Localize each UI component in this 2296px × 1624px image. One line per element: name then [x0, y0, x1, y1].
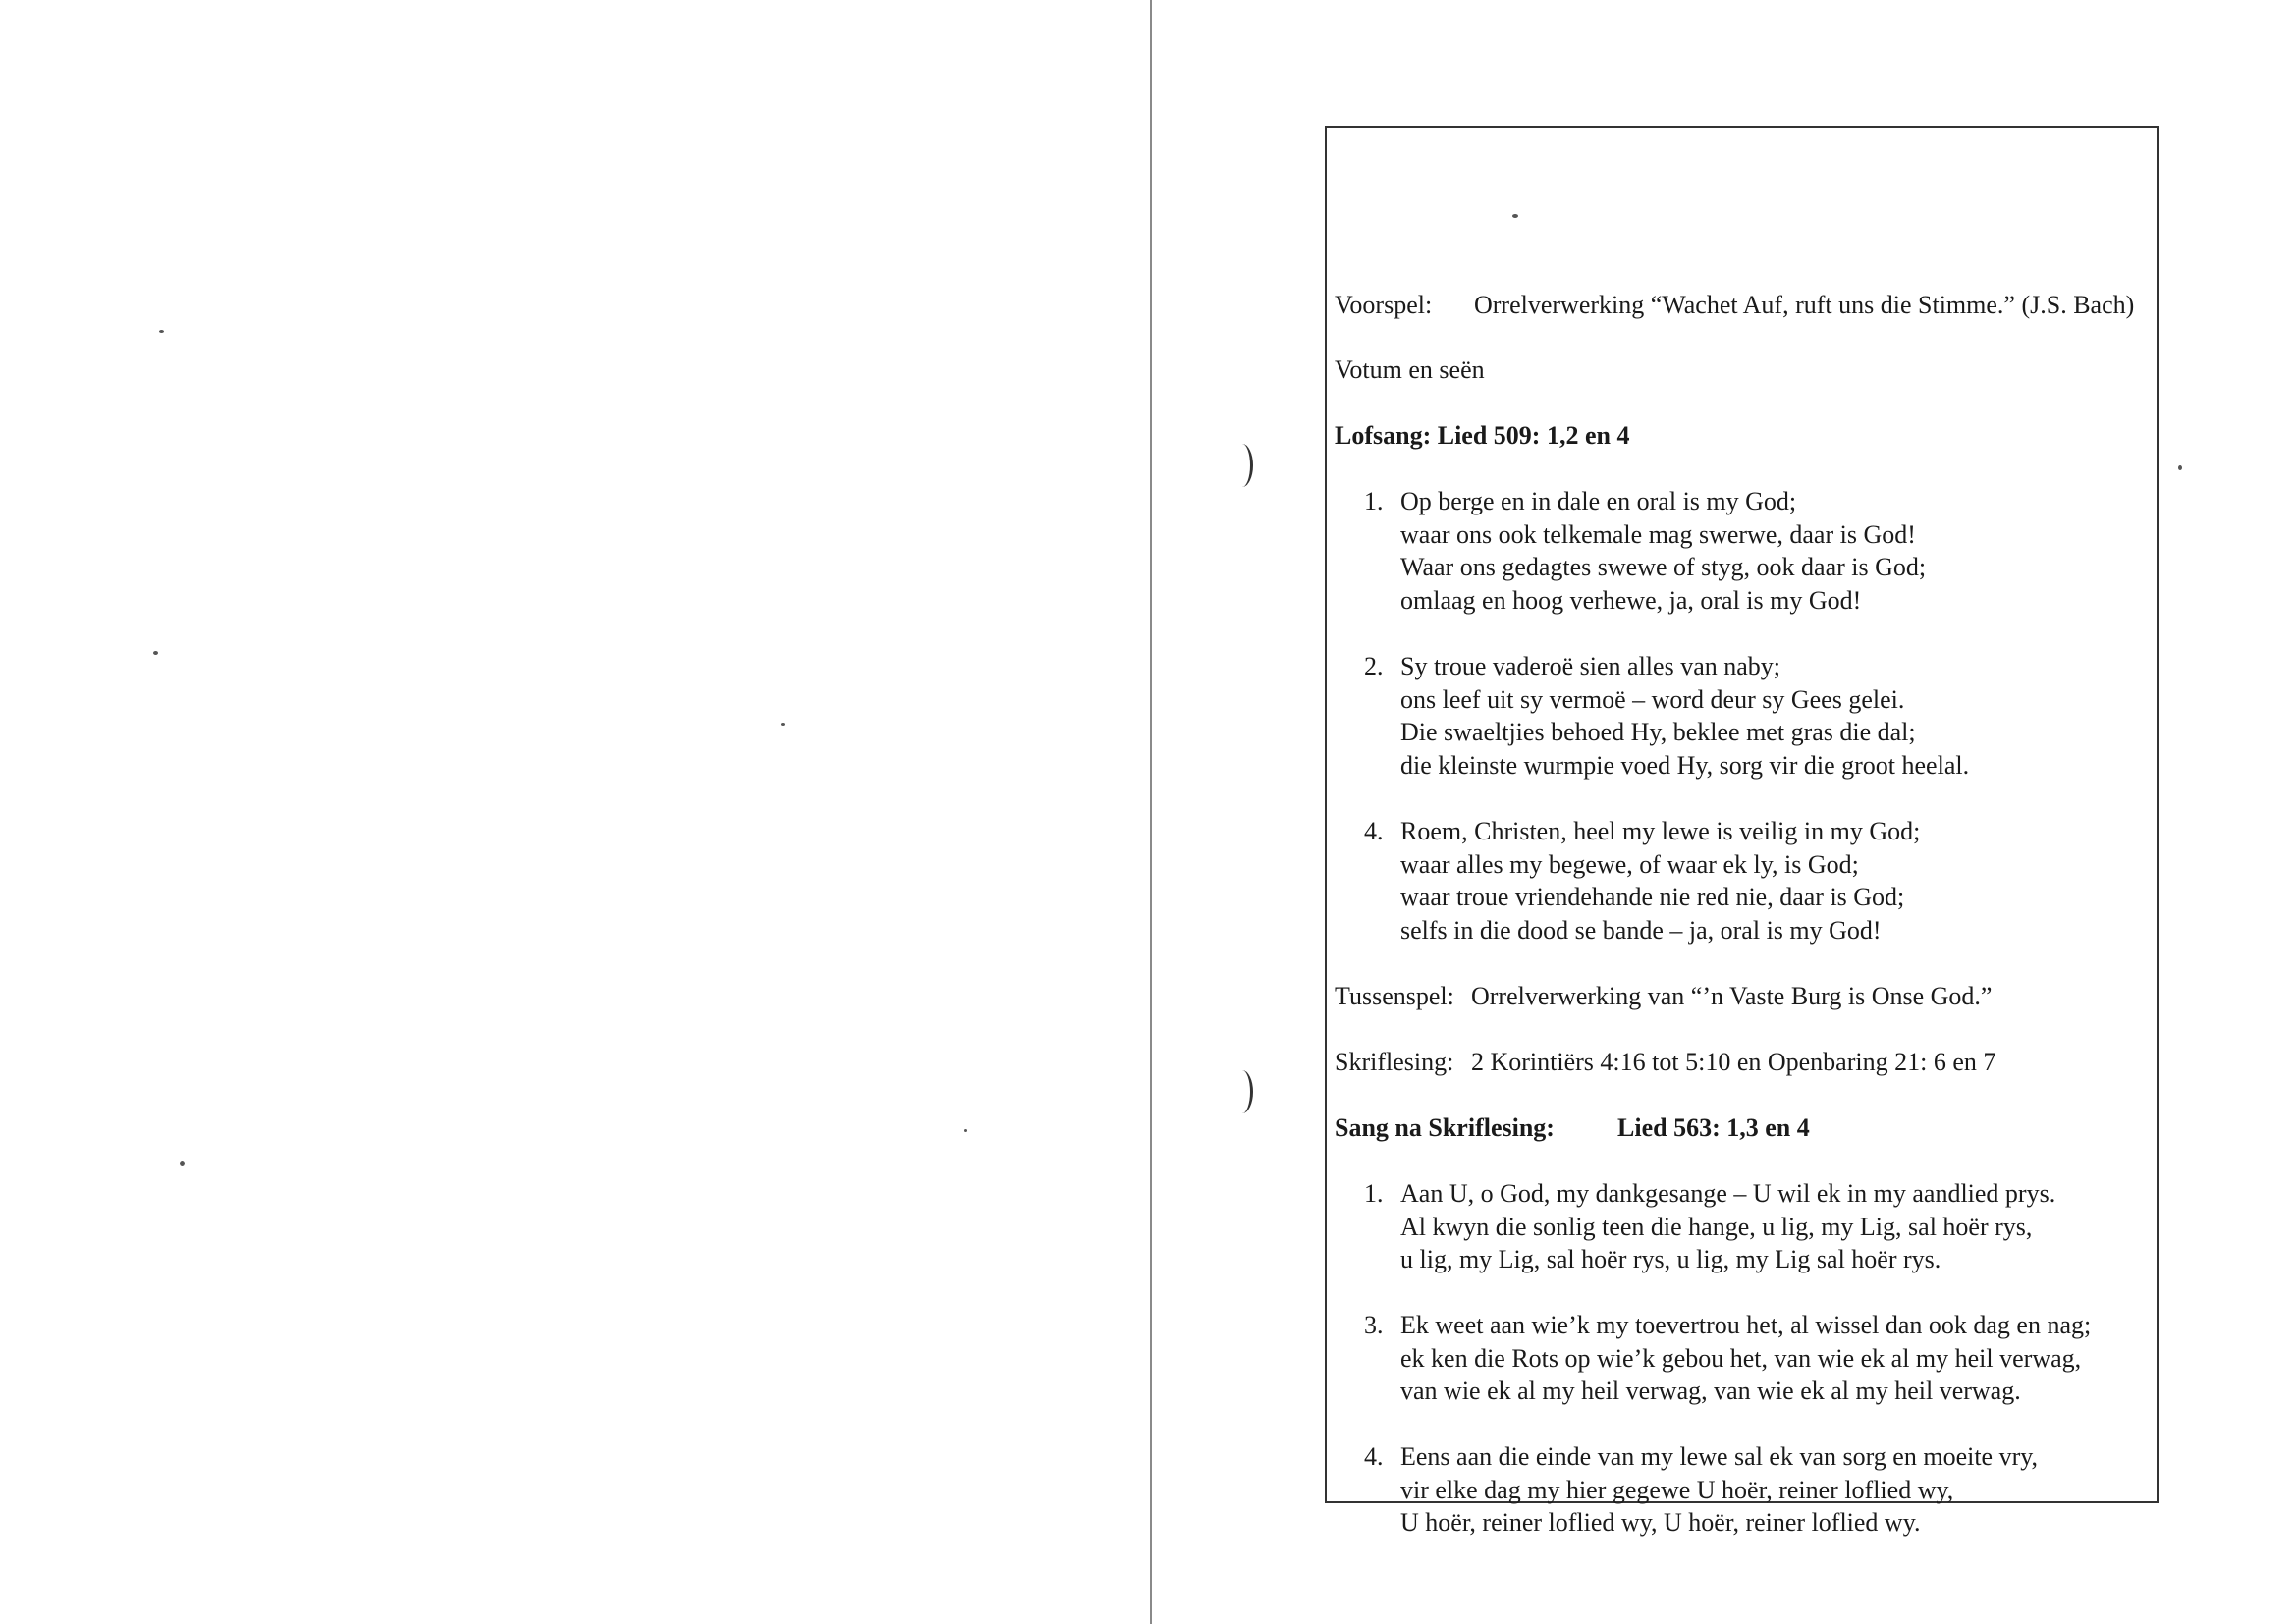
scan-speck — [964, 1129, 967, 1132]
stanza-lines — [1400, 485, 1926, 617]
tussenspel-label: Tussenspel: — [1335, 982, 1454, 1010]
stanza-lines — [1400, 815, 1920, 947]
stanza-line: waar alles my begewe, of waar ek ly, is God; — [1400, 849, 1859, 879]
stanza-lines — [1400, 650, 1969, 782]
stanza-line: Sy troue vaderoë sien alles van naby; — [1400, 652, 1780, 680]
stanza-lines — [1400, 1440, 2038, 1540]
stanza-line: u lig, my Lig, sal hoër rys, u lig, my Lig sal hoër rys. — [1400, 1245, 1941, 1273]
stanza-number: 3. — [1364, 1311, 1384, 1339]
votum-text: Votum en seën — [1335, 355, 1485, 384]
stanza-line: Al kwyn die sonlig teen die hange, u lig, my Lig, sal hoër rys, — [1400, 1212, 2033, 1241]
stanza-lines — [1400, 1309, 2091, 1408]
stanza-number: 1. — [1364, 1179, 1384, 1208]
stanza-line: selfs in die dood se bande – ja, oral is my God! — [1400, 915, 1882, 945]
stanza-line: Ek weet aan wie’k my toevertrou het, al wissel dan ook dag en nag; — [1400, 1311, 2092, 1339]
stanza-line: ons leef uit sy vermoë – word deur sy Gees gelei. — [1400, 684, 1905, 714]
binding-mark-top — [1231, 444, 1253, 487]
sang-label: Sang na Skriflesing: — [1335, 1113, 1555, 1142]
stanza-number: 4. — [1364, 1442, 1384, 1471]
stanza-line: Roem, Christen, heel my lewe is veilig in my God; — [1400, 817, 1921, 845]
scan-speck — [153, 651, 158, 655]
voorspel-value: Orrelverwerking “Wachet Auf, ruft uns die Stimme.” (J.S. Bach) — [1474, 291, 2135, 319]
binding-mark-bottom — [1231, 1070, 1253, 1113]
stanza-line: Waar ons gedagtes swewe of styg, ook daar is God; — [1400, 553, 1927, 581]
stanza-line: Eens aan die einde van my lewe sal ek van sorg en moeite vry, — [1400, 1442, 2039, 1471]
stanza-line: vir elke dag my hier gegewe U hoër, reiner loflied wy, — [1400, 1475, 1954, 1504]
skriflesing-label: Skriflesing: — [1335, 1048, 1454, 1076]
stanza-line: omlaag en hoog verhewe, ja, oral is my God! — [1400, 585, 1862, 615]
stanza-line: ek ken die Rots op wie’k gebou het, van wie ek al my heil verwag, — [1400, 1343, 2082, 1373]
page-fold-line — [1150, 0, 1152, 1624]
scan-speck — [180, 1161, 185, 1166]
stanza-line: die kleinste wurmpie voed Hy, sorg vir die groot heelal. — [1400, 750, 1970, 780]
stanza-line: waar ons ook telkemale mag swerwe, daar is God! — [1400, 519, 1916, 549]
scan-speck — [781, 723, 785, 726]
service-program-box — [1325, 126, 2159, 1537]
lofsang-heading: Lofsang: Lied 509: 1,2 en 4 — [1335, 421, 1630, 450]
scan-speck — [2178, 465, 2182, 470]
stanza-line: U hoër, reiner loflied wy, U hoër, reiner loflied wy. — [1400, 1508, 1921, 1537]
sang-value: Lied 563: 1,3 en 4 — [1617, 1113, 1810, 1142]
scan-speck — [159, 330, 164, 333]
stanza-line: Aan U, o God, my dankgesange – U wil ek in my aandlied prys. — [1400, 1179, 2056, 1208]
stanza-number: 2. — [1364, 652, 1384, 680]
stanza-line: van wie ek al my heil verwag, van wie ek al my heil verwag. — [1400, 1377, 2021, 1405]
tussenspel-value: Orrelverwerking van “’n Vaste Burg is Onse God.” — [1471, 982, 1993, 1010]
stanza-lines — [1400, 1177, 2055, 1276]
stanza-number: 4. — [1364, 817, 1384, 845]
stanza-number: 1. — [1364, 487, 1384, 515]
voorspel-label: Voorspel: — [1335, 291, 1433, 319]
stanza-line: Die swaeltjies behoed Hy, beklee met gras die dal; — [1400, 718, 1916, 746]
stanza-line: waar troue vriendehande nie red nie, daar is God; — [1400, 883, 1905, 911]
skriflesing-value: 2 Korintiërs 4:16 tot 5:10 en Openbaring 21: 6 en 7 — [1471, 1048, 1996, 1076]
stanza-line: Op berge en in dale en oral is my God; — [1400, 487, 1797, 515]
